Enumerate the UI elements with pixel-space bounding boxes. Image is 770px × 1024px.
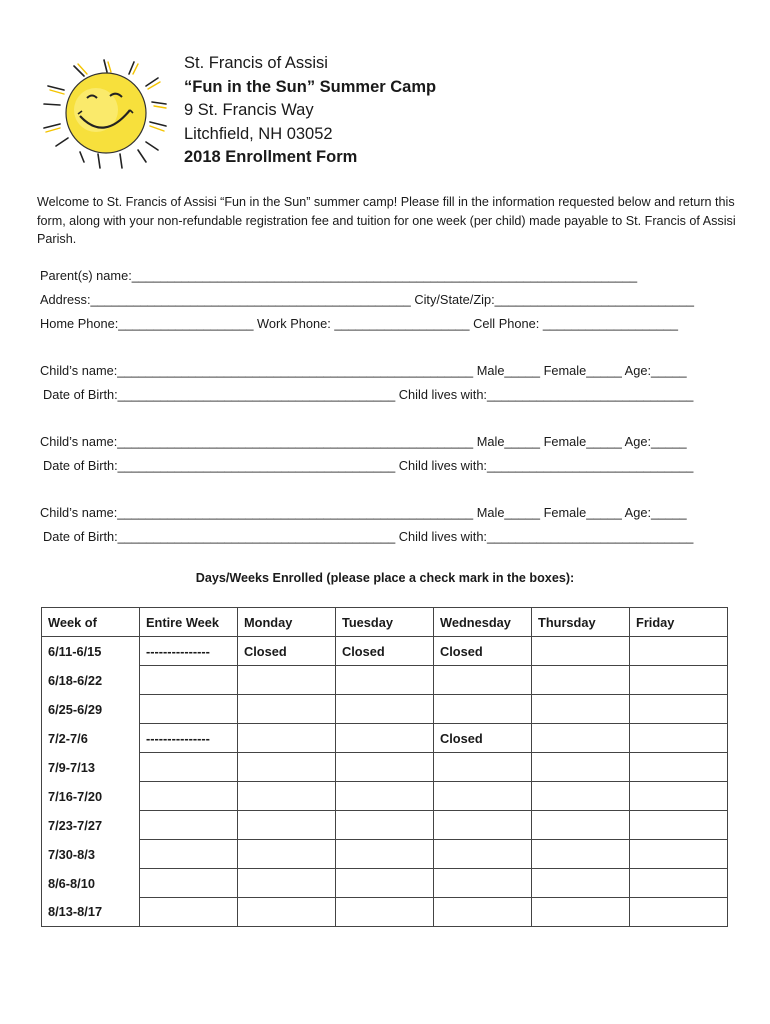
checkbox-cell[interactable] bbox=[238, 869, 336, 898]
week-cell: 8/6-8/10 bbox=[42, 869, 140, 898]
table-row bbox=[42, 840, 728, 869]
intro-paragraph: Welcome to St. Francis of Assisi “Fun in the Sun” summer camp! Please fill in the information requested below and return this form, along with your non-refundable registration fee and tuition for one week (per child) made payable to St. Francis of Assisi Parish. bbox=[37, 195, 736, 246]
table-row bbox=[42, 782, 728, 811]
status-cell: Closed bbox=[336, 637, 434, 666]
checkbox-cell[interactable] bbox=[434, 782, 532, 811]
checkbox-cell[interactable] bbox=[630, 695, 728, 724]
street-address: 9 St. Francis Way bbox=[184, 101, 314, 119]
checkbox-cell[interactable] bbox=[238, 811, 336, 840]
checkbox-cell[interactable] bbox=[336, 695, 434, 724]
checkbox-cell[interactable] bbox=[532, 811, 630, 840]
checkbox-cell[interactable] bbox=[238, 753, 336, 782]
week-cell: 6/18-6/22 bbox=[42, 666, 140, 695]
week-cell: 7/2-7/6 bbox=[42, 724, 140, 753]
checkbox-cell[interactable] bbox=[630, 666, 728, 695]
checkbox-cell[interactable] bbox=[532, 869, 630, 898]
form-header bbox=[184, 52, 436, 170]
week-cell: 7/16-7/20 bbox=[42, 782, 140, 811]
table-row bbox=[42, 898, 728, 927]
column-header: Tuesday bbox=[336, 608, 434, 637]
checkbox-cell[interactable] bbox=[434, 695, 532, 724]
checkbox-cell[interactable] bbox=[434, 840, 532, 869]
table-row bbox=[42, 666, 728, 695]
city-address: Litchfield, NH 03052 bbox=[184, 124, 333, 143]
checkbox-cell[interactable] bbox=[532, 724, 630, 753]
checkbox-cell[interactable] bbox=[140, 811, 238, 840]
table-row bbox=[42, 869, 728, 898]
checkbox-cell[interactable] bbox=[630, 811, 728, 840]
checkbox-cell[interactable] bbox=[238, 898, 336, 927]
checkbox-cell[interactable] bbox=[140, 869, 238, 898]
parent-name-field[interactable]: Parent(s) name:_______________________________________________________________________ bbox=[40, 268, 638, 283]
form-title: 2018 Enrollment Form bbox=[184, 148, 358, 166]
checkbox-cell[interactable] bbox=[630, 637, 728, 666]
week-cell: 6/25-6/29 bbox=[42, 695, 140, 724]
column-header: Friday bbox=[630, 608, 728, 637]
address-field[interactable]: Address:_____________________________________________ City/State/Zip:____________________________ bbox=[40, 292, 694, 307]
checkbox-cell[interactable] bbox=[140, 666, 238, 695]
week-cell: 7/23-7/27 bbox=[42, 811, 140, 840]
column-header: Entire Week bbox=[140, 608, 238, 637]
checkbox-cell[interactable] bbox=[630, 869, 728, 898]
column-header: Week of bbox=[42, 608, 140, 637]
enrollment-table bbox=[41, 607, 728, 927]
checkbox-cell[interactable] bbox=[434, 898, 532, 927]
table-row bbox=[42, 695, 728, 724]
checkbox-cell[interactable] bbox=[140, 695, 238, 724]
status-cell: Closed bbox=[434, 724, 532, 753]
camp-name: “Fun in the Sun” Summer Camp bbox=[184, 77, 437, 96]
week-cell: 8/13-8/17 bbox=[42, 898, 140, 927]
smiling-sun-icon bbox=[34, 50, 176, 172]
column-header: Monday bbox=[238, 608, 336, 637]
checkbox-cell[interactable] bbox=[238, 695, 336, 724]
column-header: Wednesday bbox=[434, 608, 532, 637]
table-title: Days/Weeks Enrolled (please place a check mark in the boxes): bbox=[195, 571, 575, 585]
checkbox-cell[interactable] bbox=[140, 840, 238, 869]
table-row bbox=[42, 637, 728, 666]
checkbox-cell[interactable] bbox=[140, 782, 238, 811]
status-cell: Closed bbox=[434, 637, 532, 666]
table-row bbox=[42, 724, 728, 753]
checkbox-cell[interactable] bbox=[238, 840, 336, 869]
phone-fields[interactable]: Home Phone:___________________ Work Phone: ___________________ Cell Phone: ___________________ bbox=[40, 316, 679, 331]
child-2-dob-field[interactable]: Date of Birth:_______________________________________ Child lives with:_____________________________ bbox=[43, 458, 694, 473]
checkbox-cell[interactable] bbox=[336, 724, 434, 753]
checkbox-cell[interactable] bbox=[434, 666, 532, 695]
checkbox-cell[interactable] bbox=[336, 840, 434, 869]
checkbox-cell[interactable] bbox=[532, 898, 630, 927]
checkbox-cell[interactable] bbox=[434, 753, 532, 782]
status-cell: --------------- bbox=[140, 637, 238, 666]
checkbox-cell[interactable] bbox=[434, 811, 532, 840]
checkbox-cell[interactable] bbox=[336, 898, 434, 927]
checkbox-cell[interactable] bbox=[238, 666, 336, 695]
checkbox-cell[interactable] bbox=[532, 666, 630, 695]
checkbox-cell[interactable] bbox=[630, 840, 728, 869]
week-cell: 6/11-6/15 bbox=[42, 637, 140, 666]
child-1-dob-field[interactable]: Date of Birth:_______________________________________ Child lives with:_____________________________ bbox=[43, 387, 694, 402]
checkbox-cell[interactable] bbox=[336, 666, 434, 695]
week-cell: 7/9-7/13 bbox=[42, 753, 140, 782]
checkbox-cell[interactable] bbox=[238, 782, 336, 811]
checkbox-cell[interactable] bbox=[336, 869, 434, 898]
checkbox-cell[interactable] bbox=[532, 840, 630, 869]
status-cell: --------------- bbox=[140, 724, 238, 753]
parish-name: St. Francis of Assisi bbox=[184, 54, 328, 72]
checkbox-cell[interactable] bbox=[336, 782, 434, 811]
checkbox-cell[interactable] bbox=[630, 782, 728, 811]
table-row bbox=[42, 811, 728, 840]
checkbox-cell[interactable] bbox=[630, 724, 728, 753]
table-header-row bbox=[42, 608, 728, 637]
checkbox-cell[interactable] bbox=[630, 753, 728, 782]
week-cell: 7/30-8/3 bbox=[42, 840, 140, 869]
checkbox-cell[interactable] bbox=[336, 811, 434, 840]
checkbox-cell[interactable] bbox=[336, 753, 434, 782]
child-1-name-field[interactable]: Child’s name:__________________________________________________ Male_____ Female_____ Age:_____ bbox=[40, 363, 687, 378]
checkbox-cell[interactable] bbox=[434, 869, 532, 898]
checkbox-cell[interactable] bbox=[532, 753, 630, 782]
checkbox-cell[interactable] bbox=[532, 782, 630, 811]
checkbox-cell[interactable] bbox=[532, 695, 630, 724]
checkbox-cell[interactable] bbox=[532, 637, 630, 666]
child-3-dob-field[interactable]: Date of Birth:_______________________________________ Child lives with:_____________________________ bbox=[43, 529, 694, 544]
checkbox-cell[interactable] bbox=[238, 724, 336, 753]
child-3-name-field[interactable]: Child’s name:__________________________________________________ Male_____ Female_____ Age:_____ bbox=[40, 505, 687, 520]
checkbox-cell[interactable] bbox=[140, 898, 238, 927]
child-2-name-field[interactable]: Child’s name:__________________________________________________ Male_____ Female_____ Age:_____ bbox=[40, 434, 687, 449]
checkbox-cell[interactable] bbox=[630, 898, 728, 927]
checkbox-cell[interactable] bbox=[140, 753, 238, 782]
column-header: Thursday bbox=[532, 608, 630, 637]
status-cell: Closed bbox=[238, 637, 336, 666]
table-row bbox=[42, 753, 728, 782]
